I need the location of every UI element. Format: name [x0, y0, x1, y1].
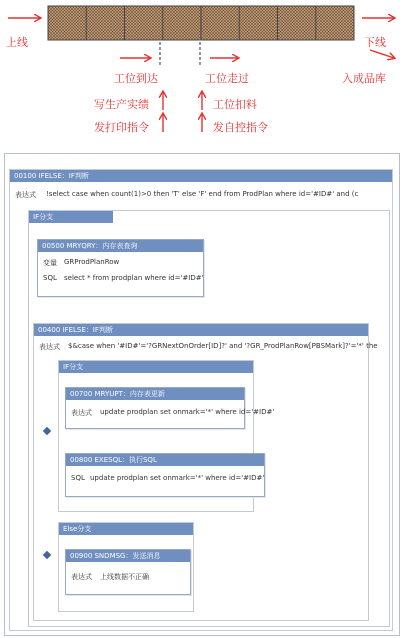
- nested-if-branch[interactable]: [58, 360, 275, 512]
- station-arrive-label: 工位到达: [114, 72, 158, 85]
- storage-label: 入成品库: [342, 72, 386, 85]
- sndmsg-node[interactable]: [65, 549, 191, 595]
- station-pass-label: 工位走过: [205, 72, 249, 85]
- sndmsg-expr-value: 上线数据不正确: [100, 573, 149, 581]
- sndmsg-expr-label: 表达式: [71, 573, 92, 581]
- root-ifelse-node[interactable]: [9, 169, 393, 631]
- ifelse-00400-title: 00400 IFELSE：IF判断: [34, 324, 368, 336]
- else-branch-title: Else分支: [59, 523, 193, 535]
- ifelse-00400-node[interactable]: [33, 323, 378, 621]
- control-command-label: 发自控指令: [213, 121, 268, 134]
- line-end-label: 下线: [364, 36, 386, 49]
- mryqry-title: 00500 MRYQRY：内存表查询: [38, 240, 203, 252]
- storage-arrow: [370, 50, 394, 58]
- root-expr-label: 表达式: [15, 191, 36, 199]
- if-branch-title: IF分支: [29, 211, 113, 223]
- write-production-label: 写生产实绩: [94, 98, 149, 111]
- exesql-sql-value: update prodplan set onmark='*' where id='#ID#': [90, 474, 265, 482]
- if2-connector-diamond[interactable]: [43, 427, 51, 435]
- exesql-node[interactable]: [65, 453, 265, 497]
- mryqry-sql-value: select * from prodplan where id='#ID#': [64, 274, 204, 282]
- if-branch-node[interactable]: [28, 210, 390, 627]
- mryupt-node[interactable]: [65, 387, 275, 429]
- mryqry-var-value: GRProdPlanRow: [64, 258, 120, 266]
- ifelse-00400-expr-value: $&case when '#ID#'='?GRNextOnOrder[ID]?' and '?GR_ProdPlanRow[PBSMark]?'='*' the: [68, 342, 378, 350]
- mryqry-sql-label: SQL: [43, 274, 57, 282]
- mryqry-node[interactable]: [37, 239, 204, 297]
- else-branch-node[interactable]: [58, 522, 194, 612]
- material-deduct-label: 工位扣料: [213, 98, 257, 111]
- rule-designer-canvas: [4, 153, 400, 636]
- root-ifelse-title: 00100 IFELSE：IF判断: [10, 170, 392, 182]
- exesql-title: 00800 EXESQL：执行SQL: [66, 454, 264, 466]
- conveyor-belt: [48, 6, 354, 40]
- line-start-label: 上线: [6, 36, 28, 49]
- else-connector-diamond[interactable]: [43, 551, 51, 559]
- nested-if-title: IF分支: [59, 361, 253, 373]
- mryupt-title: 00700 MRYUPT：内存表更新: [66, 388, 244, 400]
- root-expr-value: !select case when count(1)>0 then 'T' else 'F' end from ProdPlan where id='#ID#' and (c: [46, 190, 359, 198]
- mryupt-expr-value: update prodplan set onmark='*' where id='#ID#': [100, 408, 275, 416]
- print-command-label: 发打印指令: [94, 121, 149, 134]
- mryqry-var-label: 变量: [43, 259, 57, 267]
- sndmsg-title: 00900 SNDMSG：发送消息: [66, 550, 190, 562]
- exesql-sql-label: SQL: [71, 474, 85, 482]
- mryupt-expr-label: 表达式: [71, 409, 92, 417]
- ifelse-00400-expr-label: 表达式: [39, 343, 60, 351]
